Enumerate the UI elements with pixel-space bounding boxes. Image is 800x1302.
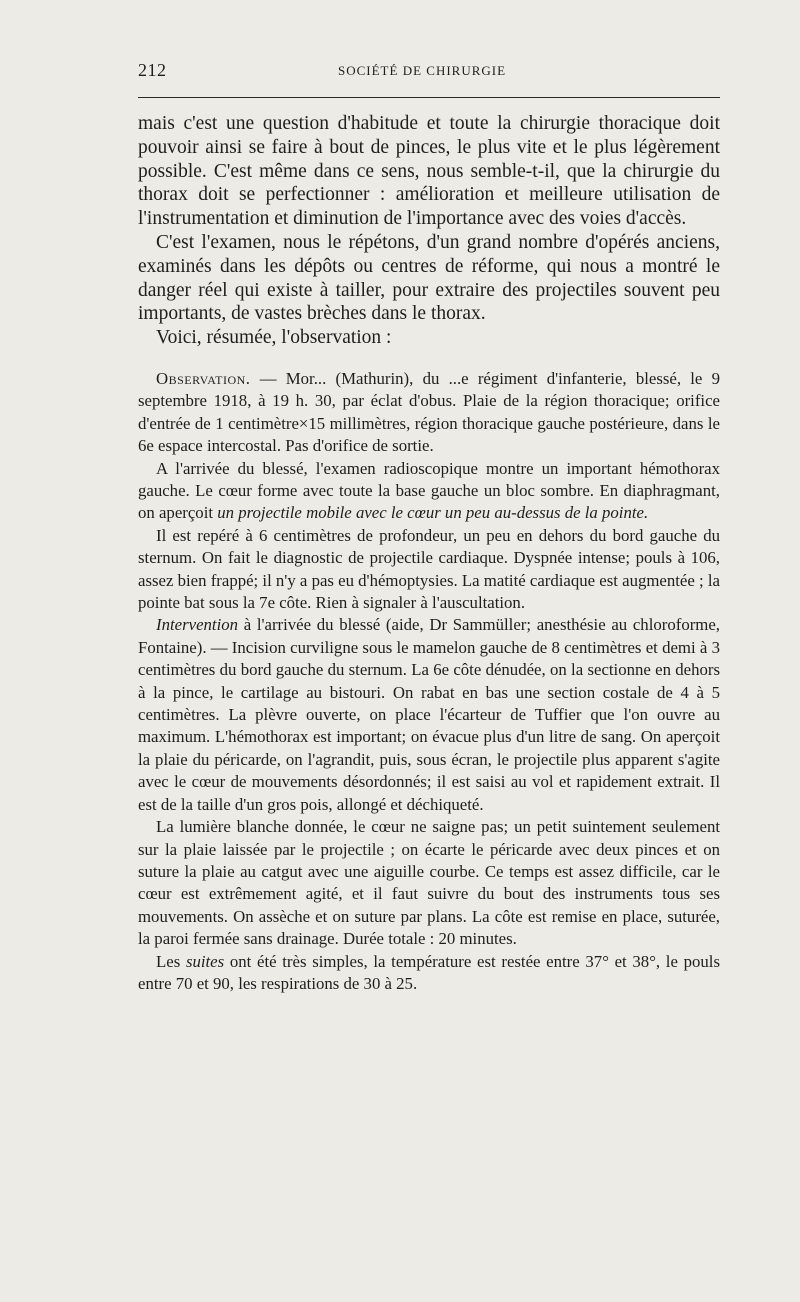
suites-before: Les [156, 951, 186, 971]
observation-label: Observation. [156, 368, 251, 388]
header-rule [138, 97, 720, 98]
suites-paragraph [138, 951, 720, 996]
radioscopy-text: A l'arrivée du blessé, l'examen radioscopique montre un important hémothorax gauche. Le cœur forme avec toute la base gauche un bloc sombre. En diaphragmant, on aperçoit [138, 458, 720, 523]
body-text [138, 112, 720, 995]
radioscopy-italic: un projectile mobile avec le cœur un peu au-dessus de la pointe. [217, 503, 649, 523]
paragraph-1: mais c'est une question d'habitude et toute la chirurgie thoracique doit pouvoir ainsi se faire à bout de pinces, le plus vite et le plus légèrement possible. C'est même dans ce sens, nous semble-t-il, que la chirurgie du thorax doit se perfectionner : amélioration et meilleure utilisation de l'instrumentation et diminution de l'importance avec des voies d'accès. [138, 113, 720, 230]
observation-intro [138, 368, 720, 458]
page-number: 212 [138, 60, 167, 80]
intervention-text: à l'arrivée du blessé (aide, Dr Sammüller; anesthésie au chloroforme, Fontaine). — Incision curviligne sous le mamelon gauche de 8 centimètres et demi à 3 centimètres du bord gauche du sternum. La 6e côte dénudée, on la sectionne en dehors à la pince, le cartilage au bistouri. On rabat en bas une section costale de 4 à 5 centimètres. La plèvre ouverte, on place l'écarteur de Tuffier que l'on ouvre au maximum. L'hémothorax est important; on évacue plus d'un litre de sang. On aperçoit la plaie du péricarde, on l'agrandit, puis, sous écran, le projectile plus apparent s'agite avec le cœur de mouvements désordonnés; il est saisi au vol et rapidement extrait. Il est de la taille d'un gros pois, allongé et déchiqueté. [138, 615, 720, 814]
paragraph-2: C'est l'examen, nous le répétons, d'un grand nombre d'opérés anciens, examinés dans les dépôts ou centres de réforme, qui nous a montré le danger réel qui existe à tailler, pour extraire des projectiles souvent peu importants, de vastes brèches dans le thorax. [138, 231, 720, 325]
intervention-label: Intervention [156, 615, 239, 635]
closure-paragraph: La lumière blanche donnée, le cœur ne saigne pas; un petit suintement seulement sur la plaie laissée par le projectile ; on écarte le péricarde avec deux pinces et on suture la plaie au catgut avec une aiguille courbe. Ce temps est assez difficile, car le cœur est extrêmement agité, et il faut suivre du bout des instruments tous ses mouvements. On assèche et on suture par plans. La côte est remise en place, suturée, la paroi fermée sans drainage. Durée totale : 20 minutes. [138, 817, 720, 949]
paragraph-3: Voici, résumée, l'observation : [156, 327, 392, 349]
section-gap [138, 350, 720, 368]
intervention-paragraph [138, 614, 720, 816]
location-paragraph: Il est repéré à 6 centimètres de profondeur, un peu en dehors du bord gauche du sternum. On fait le diagnostic de projectile cardiaque. Dyspnée intense; pouls à 106, assez bien frappé; il n'y a pas eu d'hémoptysies. La matité cardiaque est augmentée ; la pointe bat sous la 7e côte. Rien à signaler à l'auscultation. [138, 525, 720, 613]
radioscopy-paragraph [138, 458, 720, 525]
suites-italic: suites [185, 951, 225, 971]
observation-intro-text: — Mor... (Mathurin), du ...e régiment d'infanterie, blessé, le 9 septembre 1918, à 19 h. 30, par éclat d'obus. Plaie de la région thoracique; orifice d'entrée de 1 centimètre×15 millimètres, région thoracique gauche postérieure, dans le 6e espace intercostal. Pas d'orifice de sortie. [138, 368, 720, 456]
running-head: SOCIÉTÉ DE CHIRURGIE [338, 63, 507, 78]
suites-after: ont été très simples, la température est restée entre 37° et 38°, le pouls entre 70 et 90, les respirations de 30 à 25. [138, 951, 720, 993]
page-header [138, 60, 720, 84]
